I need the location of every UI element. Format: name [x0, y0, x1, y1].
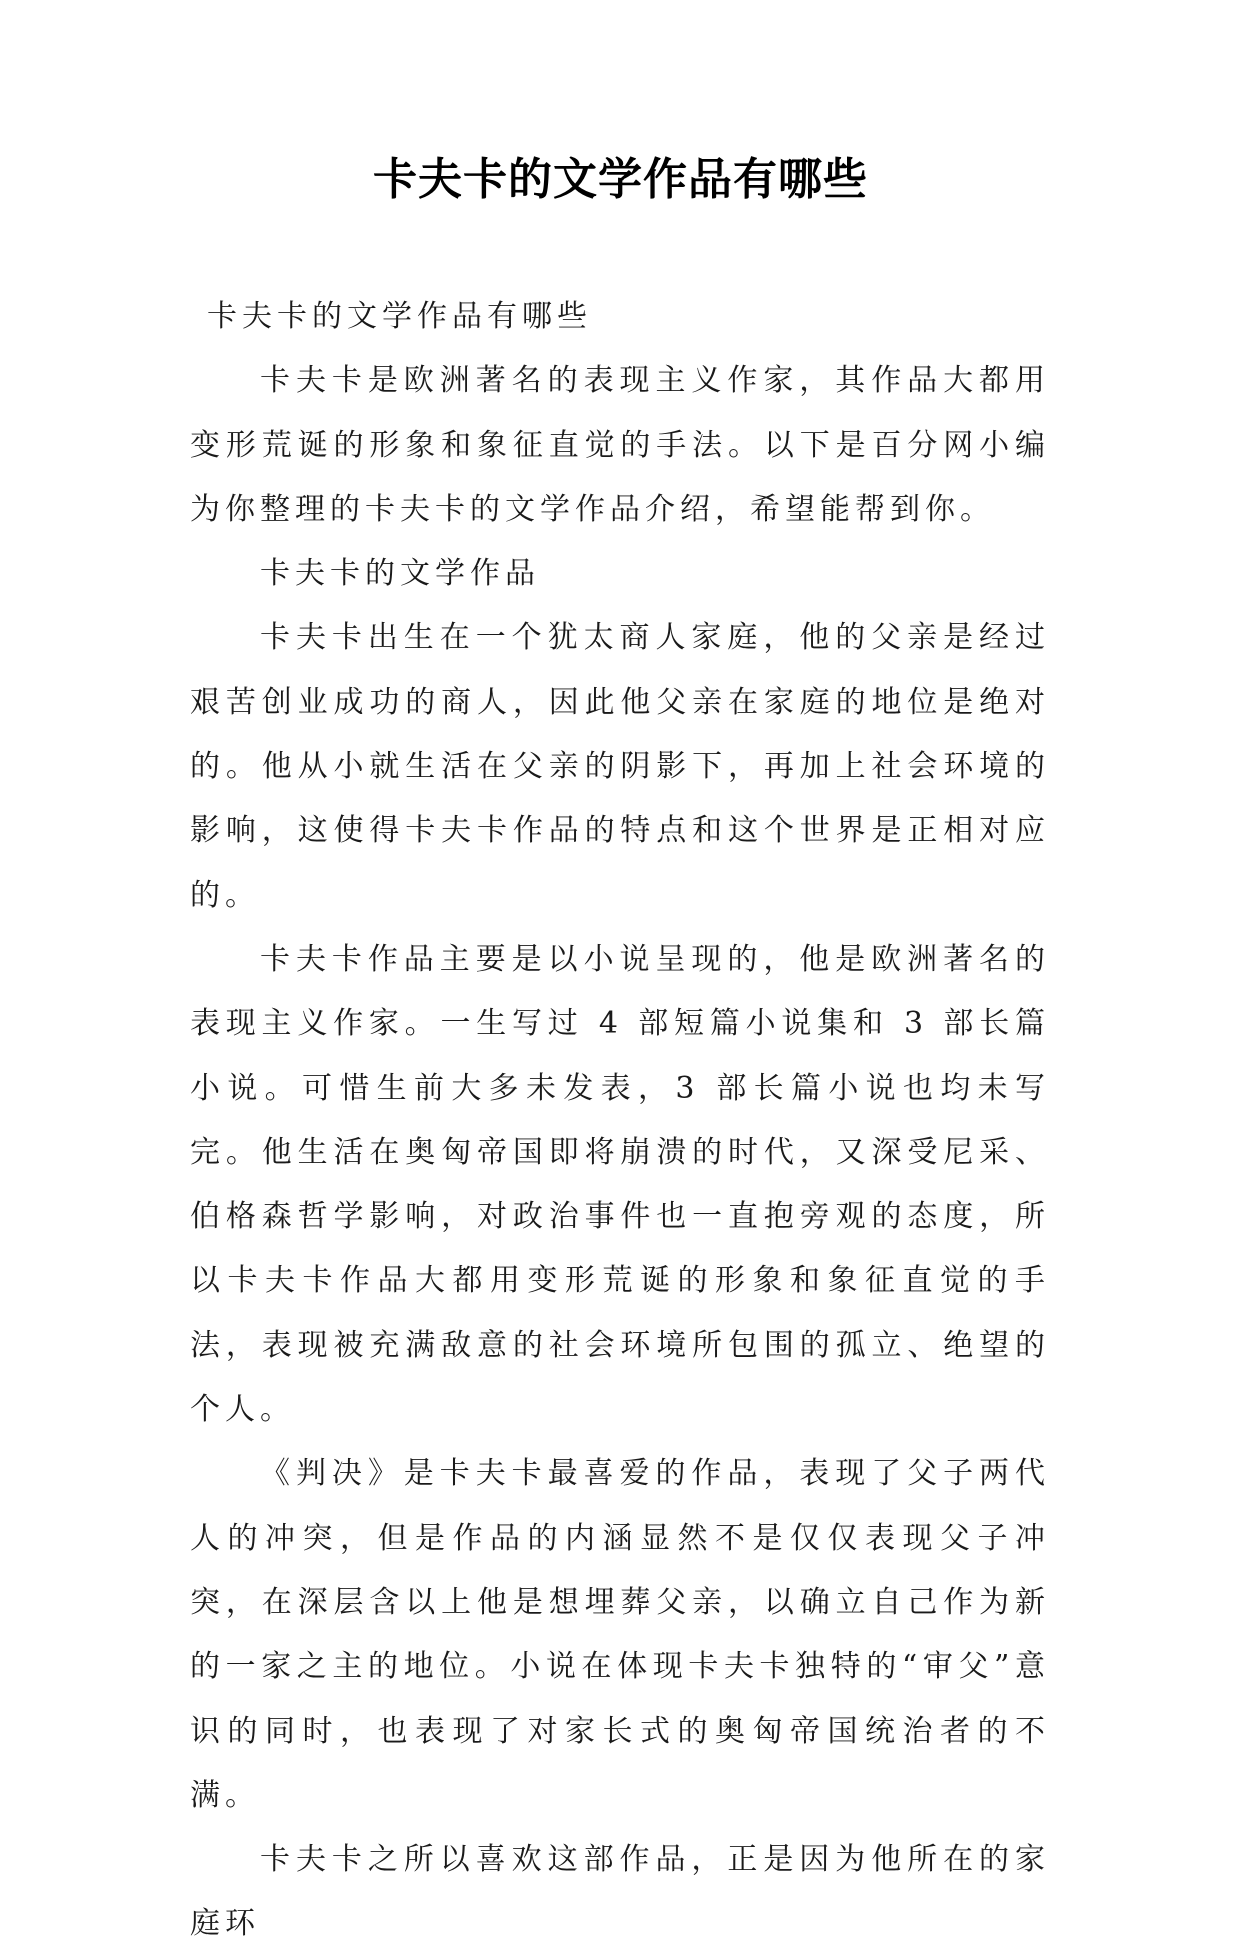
document-title: 卡夫卡的文学作品有哪些: [373, 154, 868, 205]
document-subtitle: 卡夫卡的文学作品有哪些: [207, 299, 592, 334]
document-body: [190, 285, 1050, 1957]
paragraph-continued: 卡夫卡之所以喜欢这部作品，正是因为他所在的家庭环: [190, 1842, 1050, 1942]
section-heading: 卡夫卡的文学作品: [260, 556, 540, 592]
paragraph-background: 卡夫卡出生在一个犹太商人家庭，他的父亲是经过艰苦创业成功的商人，因此他父亲在家庭的地位是绝对的。他从小就生活在父亲的阴影下，再加上社会环境的影响，这使得卡夫卡作品的特点和这个世界是正相对应的。: [190, 620, 1050, 913]
paragraph-judgment: 《判决》是卡夫卡最喜爱的作品，表现了父子两代人的冲突，但是作品的内涵显然不是仅仅表现父子冲突，在深层含以上他是想埋葬父亲，以确立自己作为新的一家之主的地位。小说在体现卡夫卡独特的“审父”意识的同时，也表现了对家长式的奥匈帝国统治者的不满。: [190, 1456, 1050, 1813]
paragraph-intro: 卡夫卡是欧洲著名的表现主义作家，其作品大都用变形荒诞的形象和象征直觉的手法。以下是百分网小编为你整理的卡夫卡的文学作品介绍，希望能帮到你。: [190, 363, 1050, 527]
paragraph-works: 卡夫卡作品主要是以小说呈现的，他是欧洲著名的表现主义作家。一生写过 4 部短篇小说集和 3 部长篇小说。可惜生前大多未发表，3 部长篇小说也均未写完。他生活在奥匈帝国即将崩溃的时代，又深受尼采、伯格森哲学影响，对政治事件也一直抱旁观的态度，所以卡夫卡作品大都用变形荒诞的形象和象征直觉的手法，表现被充满敌意的社会环境所包围的孤立、绝望的个人。: [190, 941, 1050, 1428]
